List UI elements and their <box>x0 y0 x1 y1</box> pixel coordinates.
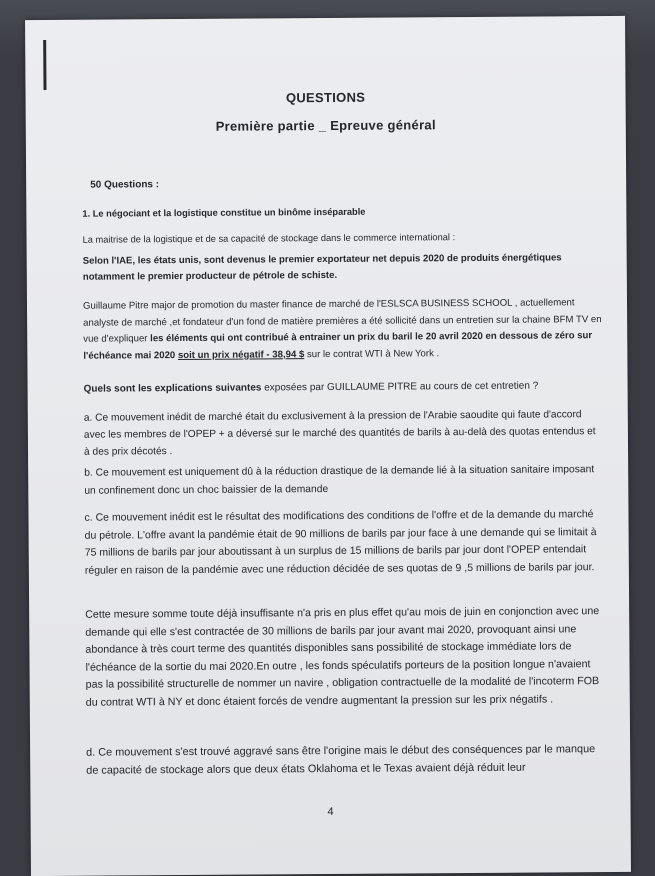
option-d: d. Ce mouvement s'est trouvé aggravé sans être l'origine mais le début des conséquences par le manque de capacité de stockage alors que deux états Oklahoma et le Texas avaient déjà réduit leur <box>86 743 596 777</box>
paper-crease <box>43 40 46 90</box>
context-paragraph: Selon l'IAE, les états unis, sont devenus le premier exportateur net depuis 2020 de produits énergétiques notamment le premier producteur de pétrole de schiste. <box>82 252 562 283</box>
negative-price-text: soit un prix négatif - 38,94 $ <box>177 348 305 361</box>
option-b: b. Ce mouvement est uniquement dû à la réduction drastique de la demande lié à la situation sanitaire imposant un confinement donc un choc baissier de la demande <box>84 464 595 497</box>
question-prompt-bold: Quels sont les explications suivantes <box>83 382 262 395</box>
context-bold-text: les éléments qui ont contribué à entrainer un prix du baril le 20 avril 2020 en dessous de zéro sur l'échéance mai 2020 <box>83 330 593 362</box>
page-number: 4 <box>327 805 334 819</box>
option-c: c. Ce mouvement inédit est le résultat des modifications des conditions de l'offre et de la demande du marché du pétrole. L'offre avant la pandémie était de 90 millions de barils par jour face à une demande qui se limitait à 75 millions de barils par jour aboutissant à un surplus de 15 millions de barils par jour dont l'OPEP entendait réguler en raison de la pandémie avec une réduction décidée de ses quotas de 9 ,5 millions de barils par jour. <box>84 508 597 577</box>
question-heading: 1. Le négociant et la logistique constitue un binôme inséparable <box>82 206 366 219</box>
question-count: 50 Questions : <box>90 179 160 191</box>
document-page <box>25 16 631 876</box>
context-text: Guillaume Pitre major de promotion du master finance de marché de l'ESLSCA BUSINESS SCHOOL , actuellement analyste de marché ,et fondateur d'un fond de matière premières a été sollicité dans un entretien sur la chaine BFM TV en vue d'expliquer <box>82 297 602 345</box>
option-a: a. Ce mouvement inédit de marché était du exclusivement à la pression de l'Arabie saoudite qui faute d'accord avec les membres de l'OPEP + a déversé sur le marché des quantités de barils à au-delà des quotas entendus et à des prix décotés . <box>83 409 596 459</box>
intro-line: La maitrise de la logistique et de sa capacité de stockage dans le commerce international : <box>82 232 456 245</box>
page-title: QUESTIONS <box>285 89 366 106</box>
option-c-continued: Cette mesure somme toute déjà insuffisante n'a pris en plus effet qu'au mois de juin en conjonction avec une demande qui elle s'est contractée de 30 millions de barils par jour avant mai 2020, provoquant ainsi une abondance à très court terme des quantités disponibles sans possibilité de stockage immédiate lors de l'échéance de la sortie du mai 2020.En outre , les fonds spéculatifs porteurs de la position longue n'avaient pas la possibilité structurelle de nommer un navire , obligation contractuelle de la modalité de l'incoterm FOB du contrat WTI à NY et donc étaient forcés de vendre augmentant la pression sur les prix négatifs . <box>85 605 600 709</box>
context-paragraph-2 <box>83 295 603 365</box>
question-prompt <box>84 378 604 398</box>
contract-text: sur le contrat WTI à New York . <box>304 348 440 360</box>
question-prompt-rest: exposées par GUILLAUME PITRE au cours de cet entretien ? <box>261 380 539 394</box>
page-subtitle: Première partie _ Epreuve général <box>215 117 436 134</box>
